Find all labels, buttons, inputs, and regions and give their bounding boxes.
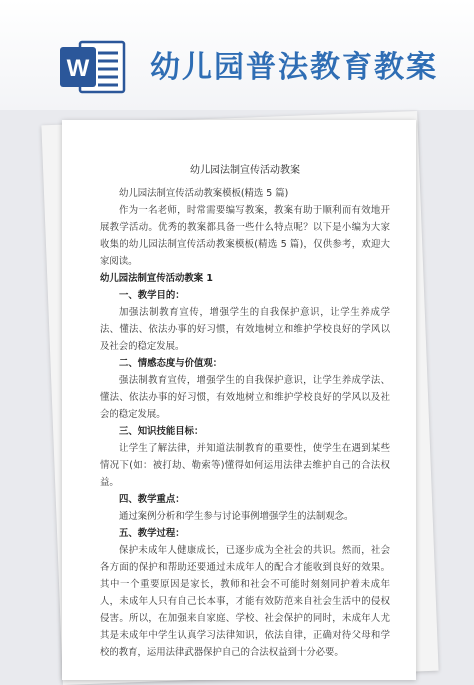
process-title: 五、教学过程： <box>119 528 185 539</box>
attitude-text: 强法制教育宣传，增强学生的自我保护意识，让学生养成学法、懂法、依法办事的好习惯，有效地树立和维护学校良好的学风以及社会的稳定发展。 <box>100 375 390 420</box>
focus-text: 通过案例分析和学生参与讨论事例增强学生的法制观念。 <box>119 511 354 522</box>
document-content <box>100 162 390 661</box>
attitude-title: 二、情感态度与价值观： <box>119 358 223 369</box>
intro-title: 幼儿园法制宣传活动教案模板(精选 5 篇) <box>119 188 289 199</box>
page-title: 幼儿园普法教育教案 <box>150 50 438 85</box>
objective-title: 一、教学目的： <box>119 290 185 301</box>
document-page <box>62 120 416 680</box>
intro-paragraph: 作为一名老师，时常需要编写教案，教案有助于顺利而有效地开展教学活动。优秀的教案都具备一些什么特点呢？以下是小编为大家收集的幼儿园法制宣传活动教案模板(精选 5 篇)，仅供参考，欢迎大家阅读。 <box>100 205 390 267</box>
section-title: 幼儿园法制宣传活动教案 1 <box>100 273 213 284</box>
process-text: 保护未成年人健康成长，已逐步成为全社会的共识。然而，社会各方面的保护和帮助还要通过未成年人的配合才能收到良好的效果。其中一个重要原因是家长，教师和社会不可能时刻刻同护着未成年人，未成年人只有自己长本事，才能有效防范来自社会生活中的侵权侵害。所以，在加强来自家庭、学校、社会保护的同时，未成年人尤其是未成年中学生认真学习法律知识，依法自律，正确对待父母和学校的教育，运用法律武器保护自己的合法权益到十分必要。 <box>100 545 390 658</box>
word-document-icon <box>58 38 128 96</box>
skill-title: 三、知识技能目标： <box>119 426 204 437</box>
document-heading: 幼儿园法制宣传活动教案 <box>190 165 300 176</box>
header-banner <box>0 0 474 110</box>
skill-text: 让学生了解法律，并知道法制教育的重要性，使学生在遇到某些情况下(如：被打劫、勒索等)懂得如何运用法律去维护自己的合法权益。 <box>100 443 390 488</box>
focus-title: 四、教学重点： <box>119 494 185 505</box>
logo-letter: W <box>66 55 90 82</box>
objective-text: 加强法制教育宣传，增强学生的自我保护意识，让学生养成学法、懂法、依法办事的好习惯，有效地树立和维护学校良好的学风以及社会的稳定发展。 <box>100 307 390 352</box>
